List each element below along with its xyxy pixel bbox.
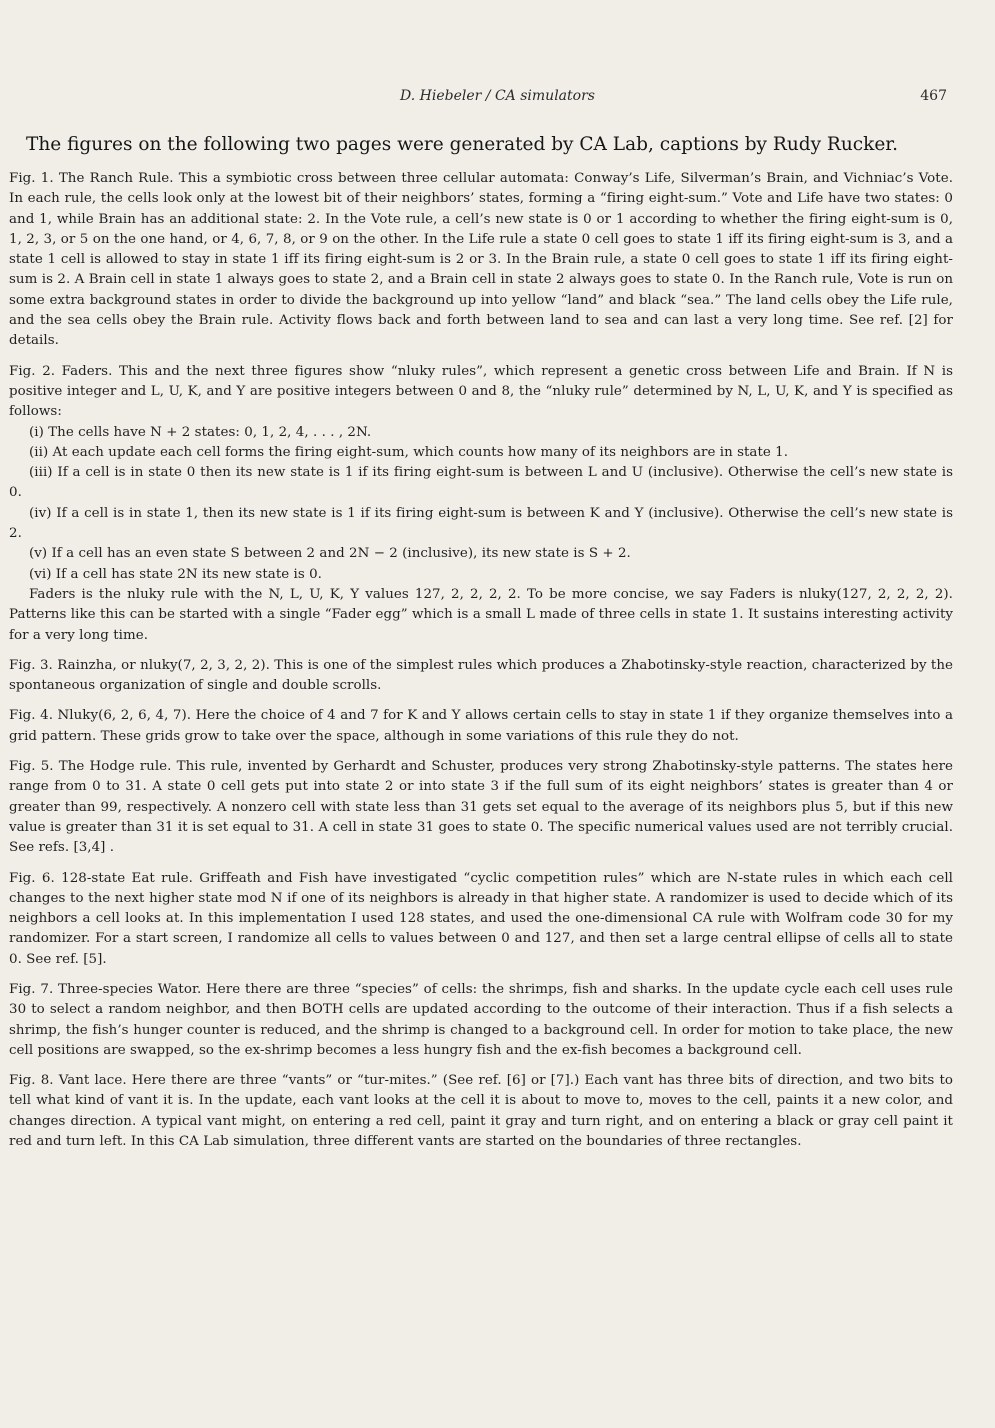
caption-fig6: Fig. 6. 128-state Eat rule. Griffeath and Fish have investigated “cyclic competition rules” which are N-state rules in which each cell changes to the next higher state mod N if one of its neighbors is already in that higher state. A randomizer is used to decide which of its neighbors a cell looks at. In this implementation I used 128 states, and used the one-dimensional CA rule with Wolfram code 30 for my randomizer. For a start screen, I randomize all cells to values between 0 and 127, and then set a large central ellipse of cells all to state 0. See ref. [5].: [9, 870, 953, 967]
captions-body: [9, 169, 953, 1162]
caption-fig2-intro: Fig. 2. Faders. This and the next three figures show “nluky rules”, which represent a genetic cross between Life and Brain. If N is positive integer and L, U, K, and Y are positive integers between 0 and 8, the “nluky rule” determined by N, L, U, K, and Y is specified as follows:: [9, 363, 953, 420]
caption-fig2-item-v: (v) If a cell has an even state S between 2 and 2N − 2 (inclusive), its new state is S + 2.: [29, 546, 631, 562]
running-title: D. Hiebeler / CA simulators: [400, 88, 595, 104]
caption-fig1: Fig. 1. The Ranch Rule. This a symbiotic cross between three cellular automata: Conway’s Life, Silverman’s Brain, and Vichniac’s Vote. In each rule, the cells look only at the lowest bit of their neighbors’ states, forming a “firing eight-sum.” Vote and Life have two states: 0 and 1, while Brain has an additional state: 2. In the Vote rule, a cell’s new state is 0 or 1 according to whether the firing eight-sum is 0, 1, 2, 3, or 5 on the one hand, or 4, 6, 7, 8, or 9 on the other. In the Life rule a state 0 cell goes to state 1 iff its firing eight-sum is 3, and a state 1 cell is allowed to stay in state 1 iff its firing eight-sum is 2 or 3. In the Brain rule, a state 0 cell goes to state 1 iff its firing eight-sum is 2. A Brain cell in state 1 always goes to state 2, and a Brain cell in state 2 always goes to state 0. In the Ranch rule, Vote is run on some extra background states in order to divide the background up into yellow “land” and black “sea.” The land cells obey the Life rule, and the sea cells obey the Brain rule. Activity flows back and forth between land to sea and can last a very long time. See ref. [2] for details.: [9, 171, 953, 349]
caption-fig2-item-i: (i) The cells have N + 2 states: 0, 1, 2, 4, . . . , 2N.: [29, 424, 372, 440]
caption-fig8: Fig. 8. Vant lace. Here there are three “vants” or “tur-mites.” (See ref. [6] or [7].) Each vant has three bits of direction, and two bits to tell what kind of vant it is. In the update, each vant looks at the cell it is about to move to, moves to the cell, paints it a new color, and changes direction. A typical vant might, on entering a red cell, paint it gray and turn right, and on entering a black or gray cell paint it red and turn left. In this CA Lab simulation, three different vants are started on the boundaries of three rectangles.: [9, 1073, 953, 1150]
caption-fig2-item-iv: (iv) If a cell is in state 1, then its new state is 1 if its firing eight-sum is between K and Y (inclusive). Otherwise the cell’s new state is 2.: [9, 505, 953, 542]
caption-fig2-outro: Faders is the nluky rule with the N, L, U, K, Y values 127, 2, 2, 2, 2. To be more concise, we say Faders is nluky(127, 2, 2, 2, 2). Patterns like this can be started with a single “Fader egg” which is a small L made of three cells in state 1. It sustains interesting activity for a very long time.: [9, 586, 953, 643]
caption-fig2-item-iii: (iii) If a cell is in state 0 then its new state is 1 if its firing eight-sum is between L and U (inclusive). Otherwise the cell’s new state is 0.: [9, 465, 953, 501]
page-number: 467: [920, 88, 947, 104]
caption-fig4: Fig. 4. Nluky(6, 2, 6, 4, 7). Here the choice of 4 and 7 for K and Y allows certain cells to stay in state 1 if they organize themselves into a grid pattern. These grids grow to take over the space, although in some variations of this rule they do not.: [9, 708, 953, 744]
caption-fig2-item-ii: (ii) At each update each cell forms the firing eight-sum, which counts how many of its neighbors are in state 1.: [29, 444, 789, 460]
caption-fig2-item-vi: (vi) If a cell has state 2N its new state is 0.: [29, 566, 322, 582]
caption-fig7: Fig. 7. Three-species Wator. Here there are three “species” of cells: the shrimps, fish and sharks. In the update cycle each cell uses rule 30 to select a random neighbor, and then BOTH cells are updated according to the outcome of their interaction. Thus if a fish selects a shrimp, the fish’s hunger counter is reduced, and the shrimp is changed to a background cell. In order for motion to take place, the new cell positions are swapped, so the ex-shrimp becomes a less hungry fish and the ex-fish becomes a background cell.: [9, 981, 953, 1058]
caption-fig3: Fig. 3. Rainzha, or nluky(7, 2, 3, 2, 2). This is one of the simplest rules which produces a Zhabotinsky-style reaction, characterized by the spontaneous organization of single and double scrolls.: [9, 657, 953, 694]
intro-line: The figures on the following two pages were generated by CA Lab, captions by Rudy Rucker.: [26, 134, 898, 155]
caption-fig5: Fig. 5. The Hodge rule. This rule, invented by Gerhardt and Schuster, produces very strong Zhabotinsky-style patterns. The states here range from 0 to 31. A state 0 cell gets put into state 2 or into state 3 if the full sum of its eight neighbors’ states is greater than 4 or greater than 99, respectively. A nonzero cell with state less than 31 gets set equal to the average of its neighbors plus 5, but if this new value is greater than 31 it is set equal to 31. A cell in state 31 goes to state 0. The specific numerical values used are not terribly crucial. See refs. [3,4] .: [9, 759, 953, 856]
